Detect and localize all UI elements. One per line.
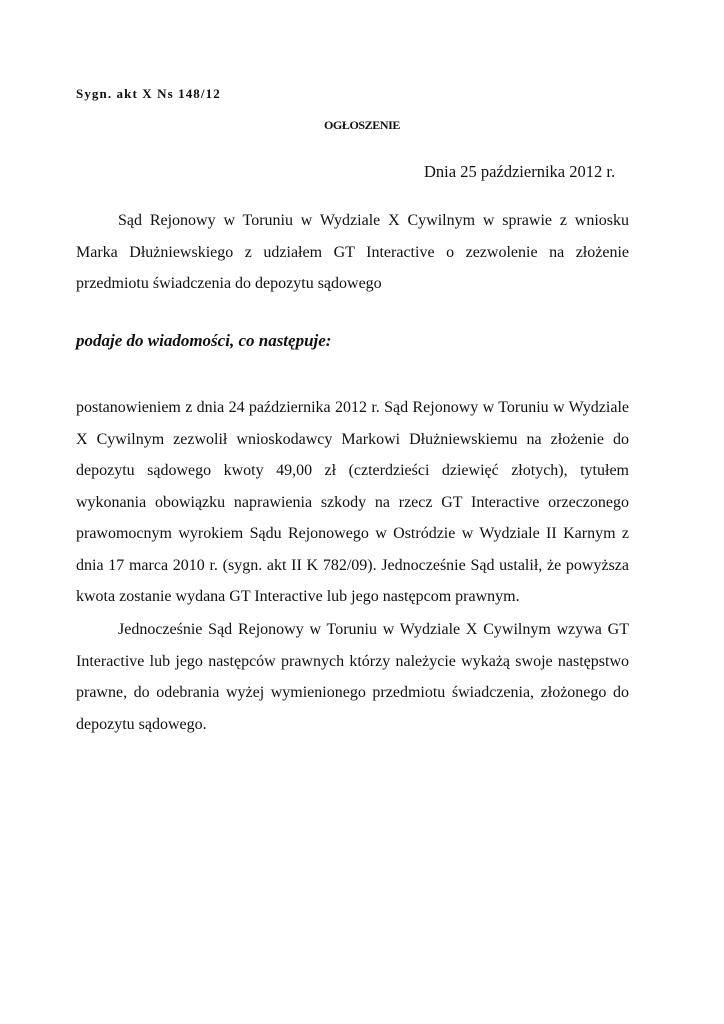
intro-paragraph: Sąd Rejonowy w Toruniu w Wydziale X Cywilnym w sprawie z wniosku Marka Dłużniewskiego z udziałem GT Interactive o zezwolenie na złożenie przedmiotu świadczenia do depozytu sądowego bbox=[76, 212, 629, 292]
document-title-text: OGŁOSZENIE bbox=[323, 118, 401, 132]
date-line: Dnia 25 października 2012 r. bbox=[424, 162, 616, 181]
body-paragraph-1: postanowieniem z dnia 24 października 2012 r. Sąd Rejonowy w Toruniu w Wydziale X Cywilnym zezwolił wnioskodawcy Markowi Dłużniewskiemu na złożenie do depozytu sądowego kwoty 49,00 zł (czterdzieści dziewięć złotych), tytułem wykonania obowiązku naprawienia szkody na rzecz GT Interactive orzeczonego prawomocnym wyrokiem Sądu Rejonowego w Ostródzie w Wydziale II Karnym z dnia 17 marca 2010 r. (sygn. akt II K 782/09). Jednocześnie Sąd ustalił, że powyższa kwota zostanie wydana GT Interactive lub jego następcom prawnym. bbox=[76, 399, 629, 605]
lead-statement: podaje do wiadomości, co następuje: bbox=[76, 331, 332, 350]
case-reference: Sygn. akt X Ns 148/12 bbox=[76, 86, 221, 101]
document-title bbox=[0, 118, 724, 133]
body-paragraph-2: Jednocześnie Sąd Rejonowy w Toruniu w Wydziale X Cywilnym wzywa GT Interactive lub jego następców prawnych którzy należycie wykażą swoje następstwo prawne, do odebrania wyżej wymienionego przedmiotu świadczenia, złożonego do depozytu sądowego. bbox=[76, 621, 629, 733]
